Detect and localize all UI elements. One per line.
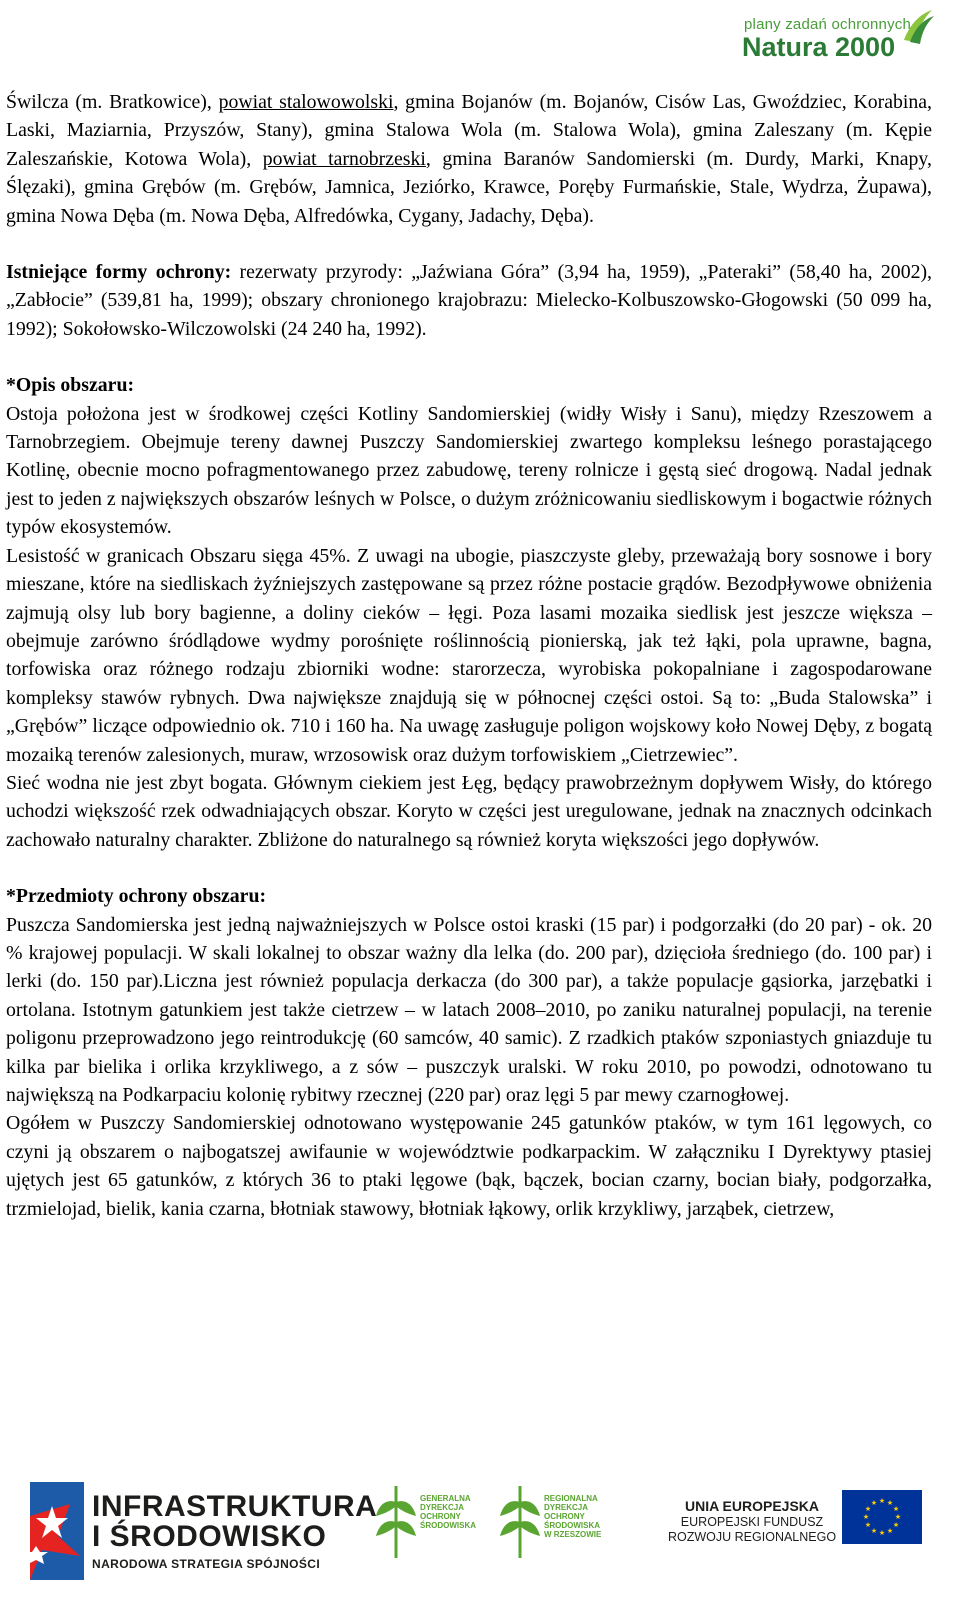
- svg-text:★: ★: [894, 1513, 902, 1521]
- location-paragraph: Świlcza (m. Bratkowice), powiat stalowowolski, gmina Bojanów (m. Bojanów, Cisów Las, Gwoździec, Korabina, Laski, Maziarnia, Przyszów, Stany), gmina Stalowa Wola (m. Stalowa Wola), gmina Zaleszany (m. Kępie Zaleszańskie, Kotowa Wola), powiat tarnobrzeski, gmina Baranów Sandomierski (m. Durdy, Marki, Knapy, Ślęzaki), gmina Grębów (m. Grębów, Jamnica, Jeziórko, Krawce, Poręby Furmańskie, Stale, Wydrza, Żupawa), gmina Nowa Dęba (m. Nowa Dęba, Alfredówka, Cygany, Jadachy, Dęba).: [6, 91, 932, 227]
- svg-text:★: ★: [870, 1527, 878, 1535]
- protection-subjects-p1: Puszcza Sandomierska jest jedną najważniejszych w Polsce ostoi kraski (15 par) i podgorzałki (do 20 par) - ok. 20 % krajowej populacji. W skali lokalnej to obszar ważny dla lelka (do. 200 par), dzięcioła średniego (do. 100 par) i lerki (do. 150 par).Liczna jest również populacja derkacza (do 300 par), a także populacje gąsiorka, jarzębatki i ortolana. Istotnym gatunkiem jest także cietrzew – w latach 2008–2010, po zaniku naturalnej populacji, na terenie poligonu przeprowadzono jego reintrodukcję (60 samców, 40 samic). Z rzadkich ptaków szponiastych gniazduje tu kilka par bielika i orlika krzykliwego, a z sów – puszczyk uralski. W roku 2010, po powodzi, odnotowano tu największą na Podkarpaciu kolonię rybitwy rzecznej (220 par) oraz lęgi 5 par mewy czarnogłowej.: [6, 913, 932, 1106]
- protection-subjects-heading: *Przedmioty ochrony obszaru:: [6, 885, 267, 908]
- eu-fund-text: UNIA EUROPEJSKA EUROPEJSKI FUNDUSZ ROZWOJU REGIONALNEGO: [668, 1498, 837, 1544]
- area-description-p3: Sieć wodna nie jest zbyt bogata. Głównym ciekiem jest Łęg, będący prawobrzeżnym dopływem Wisły, do którego uchodzi większość rzek odwadniających obszar. Koryto w części jest uregulowane, jednak na znacznych odcinkach zachowało naturalny charakter. Zbliżone do naturalnego są również koryta większości jego dopływów.: [6, 771, 932, 851]
- rdos-logo: REGIONALNA DYREKCJA OCHRONY ŚRODOWISKA W RZESZOWIE: [496, 1482, 596, 1568]
- powiat-stalowowolski: powiat stalowowolski: [218, 91, 394, 113]
- svg-text:★: ★: [892, 1521, 900, 1529]
- infrastruktura-logo-text: INFRASTRUKTURA I ŚRODOWISKO NARODOWA STRATEGIA SPÓJNOŚCI: [92, 1490, 378, 1571]
- natura-2000-logo: [704, 8, 934, 78]
- natura-swoosh-icon: [900, 6, 936, 46]
- svg-text:★: ★: [892, 1505, 900, 1513]
- svg-text:★: ★: [886, 1499, 894, 1507]
- logo-title: Natura 2000: [742, 32, 896, 62]
- gdos-tree-icon: [372, 1482, 420, 1562]
- svg-text:★: ★: [864, 1505, 872, 1513]
- svg-text:★: ★: [862, 1513, 870, 1521]
- area-description-heading: *Opis obszaru:: [6, 374, 135, 397]
- svg-text:★: ★: [878, 1529, 886, 1537]
- gdos-logo: GENERALNA DYREKCJA OCHRONY ŚRODOWISKA: [372, 1482, 472, 1568]
- svg-text:★: ★: [886, 1527, 894, 1535]
- svg-text:★: ★: [864, 1521, 872, 1529]
- eu-flag-icon: [842, 1490, 922, 1544]
- powiat-tarnobrzeski: powiat tarnobrzeski: [262, 147, 426, 170]
- area-description-p1: Ostoja położona jest w środkowej części Kotliny Sandomierskiej (widły Wisły i Sanu), między Rzeszowem a Tarnobrzegiem. Obejmuje tereny dawnej Puszczy Sandomierskiej zwartego kompleksu leśnego porastającego Kotlinę, obecnie mocno pofragmentowanego przez zabudowę, tereny rolnicze i gęstą sieć drogową. Nadal jednak jest to jeden z największych obszarów leśnych w Polsce, o dużym zróżnicowaniu siedliskowym i bogactwie różnych typów ekosystemów.: [6, 402, 932, 539]
- protection-forms-label: Istniejące formy ochrony:: [6, 261, 232, 284]
- area-description-p2: Lesistość w granicach Obszaru sięga 45%. Z uwagi na ubogie, piaszczyste gleby, przeważają bory sosnowe i bory mieszane, które na siedliskach żyźniejszych zastępowane są przez różne postacie grądów. Bezodpływowe obniżenia zajmują olsy lub bory bagienne, a doliny cieków – łęgi. Poza lasami mozaika siedlisk jest jeszcze większa – obejmuje zarówno śródlądowe wydmy porośnięte roślinnością pionierską, jak też łąki, pola uprawne, bagna, torfowiska oraz różnego rodzaju zbiorniki wodne: starorzecza, wyrobiska pokopalniane i zagospodarowane kompleksy stawów rybnych. Dwa największe znajdują się w północnej części ostoi. Są to: „Buda Stalowska” i „Grębów” liczące odpowiednio ok. 710 i 160 ha. Na uwagę zasługuje poligon wojskowy koło Nowej Dęby, z bogatą mozaiką terenów zalesionych, muraw, wrzosowisk oraz dużym torfowiskiem „Cietrzewiec”.: [6, 544, 932, 766]
- svg-text:★: ★: [878, 1497, 886, 1505]
- document-body: [6, 88, 932, 1223]
- footer-logos: [0, 1450, 960, 1614]
- protection-subjects-p2: Ogółem w Puszczy Sandomierskiej odnotowano występowanie 245 gatunków ptaków, w tym 161 lęgowych, co czyni ją obszarem o najbogatszej awifaunie w województwie podkarpackim. W załączniku I Dyrektywy ptasiej ujętych jest 65 gatunków, z których 36 to ptaki lęgowe (bąk, bączek, bocian czarny, bocian biały, podgorzałka, trzmielojad, bielik, kania czarna, błotniak stawowy, błotniak łąkowy, orlik krzykliwy, jarząbek, cietrzew,: [6, 1112, 932, 1220]
- logo-subtitle: plany zadań ochronnych: [744, 16, 912, 33]
- infrastruktura-star-icon: [22, 1476, 86, 1586]
- svg-text:★: ★: [870, 1499, 878, 1507]
- protection-forms-paragraph: Istniejące formy ochrony: rezerwaty przyrody: „Jaźwiana Góra” (3,94 ha, 1959), „Pateraki” (58,40 ha, 2002), „Zabłocie” (539,81 ha, 1999); obszary chronionego krajobrazu: Mielecko-Kolbuszowsko-Głogowski (50 099 ha, 1992); Sokołowsko-Wilczowolski (24 240 ha, 1992).: [6, 261, 933, 340]
- rdos-tree-icon: [496, 1482, 544, 1562]
